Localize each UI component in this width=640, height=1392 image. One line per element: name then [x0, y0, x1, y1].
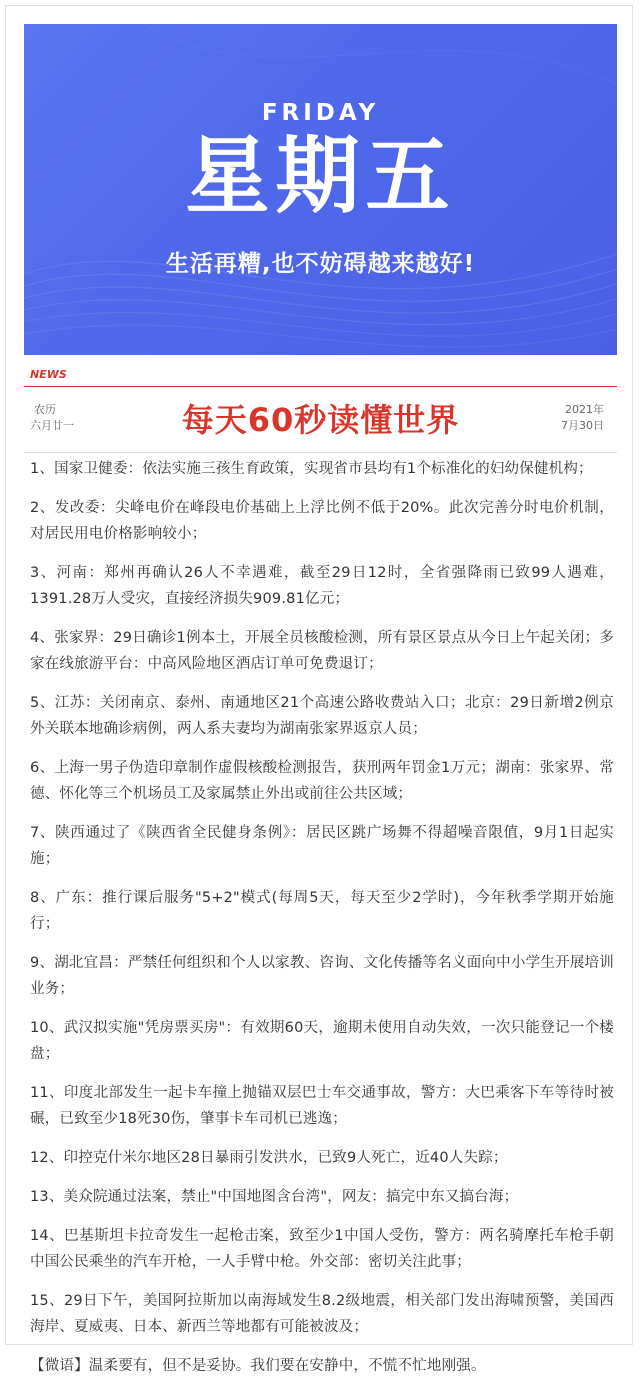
news-item: 7、陕西通过了《陕西省全民健身条例》：居民区跳广场舞不得超噪音限值，9月1日起实施；: [30, 825, 614, 867]
news-list: [30, 456, 614, 1392]
lunar-label: 农历: [34, 403, 56, 416]
date-year: 2021年: [565, 403, 604, 416]
news-item: 2、发改委：尖峰电价在峰段电价基础上上浮比例不低于20%。此次完善分时电价机制，对居民用电价格影响较小；: [30, 500, 614, 542]
news-item: 13、美众院通过法案，禁止"中国地图含台湾"，网友：搞完中东又搞台海；: [30, 1189, 519, 1205]
news-item: 9、湖北宜昌：严禁任何组织和个人以家教、咨询、文化传播等名义面向中小学生开展培训业务；: [30, 955, 614, 997]
red-divider: [24, 386, 617, 387]
news-item: 4、张家界：29日确诊1例本土，开展全员核酸检测，所有景区景点从今日上午起关闭；多家在线旅游平台：中高风险地区酒店订单可免费退订；: [30, 630, 614, 672]
news-item: 12、印控克什米尔地区28日暴雨引发洪水，已致9人死亡，近40人失踪；: [30, 1150, 508, 1166]
news-item: 8、广东：推行课后服务"5+2"模式(每周5天，每天至少2学时)，今年秋季学期开始施行；: [30, 890, 614, 932]
chinese-weekday-title: 星期五: [185, 127, 456, 225]
day-banner: [24, 24, 617, 355]
news-tag: NEWS: [30, 368, 67, 381]
news-item: 10、武汉拟实施"凭房票买房"：有效期60天，逾期未使用自动失效，一次只能登记一个楼盘；: [30, 1020, 614, 1062]
daily-quote: 【微语】温柔要有，但不是妥协。我们要在安静中，不慌不忙地刚强。: [30, 1358, 486, 1374]
news-item: 6、上海一男子伪造印章制作虚假核酸检测报告，获刑两年罚金1万元；湖南：张家界、常德、怀化等三个机场员工及家属禁止外出或前往公共区域；: [30, 760, 614, 802]
page-title: 每天60秒读懂世界: [181, 401, 460, 439]
news-item: 5、江苏：关闭南京、泰州、南通地区21个高速公路收费站入口；北京：29日新增2例京外关联本地确诊病例，两人系夫妻均为湖南张家界返京人员；: [30, 695, 614, 737]
grey-divider: [24, 452, 617, 453]
news-item: 3、河南：郑州再确认26人不幸遇难，截至29日12时，全省强降雨已致99人遇难，1391.28万人受灾，直接经济损失909.81亿元；: [30, 565, 614, 607]
news-item: 1、国家卫健委：依法实施三孩生育政策，实现省市县均有1个标准化的妇幼保健机构；: [30, 461, 593, 477]
english-weekday: FRIDAY: [261, 100, 380, 126]
news-item: 11、印度北部发生一起卡车撞上抛锚双层巴士车交通事故，警方：大巴乘客下车等待时被碾，已致至少18死30伤，肇事卡车司机已逃逸；: [30, 1085, 614, 1127]
banner-slogan: 生活再糟,也不妨碍越来越好!: [165, 251, 476, 277]
date-month-day: 7月30日: [561, 419, 604, 432]
news-item: 14、巴基斯坦卡拉奇发生一起枪击案，致至少1中国人受伤，警方：两名骑摩托车枪手朝中国公民乘坐的汽车开枪，一人手臂中枪。外交部：密切关注此事；: [30, 1228, 614, 1270]
gregorian-date-block: [561, 402, 604, 434]
news-item: 15、29日下午，美国阿拉斯加以南海域发生8.2级地震，相关部门发出海啸预警，美国西海岸、夏威夷、日本、新西兰等地都有可能被波及；: [30, 1293, 614, 1335]
lunar-date: 六月廿一: [30, 419, 74, 432]
